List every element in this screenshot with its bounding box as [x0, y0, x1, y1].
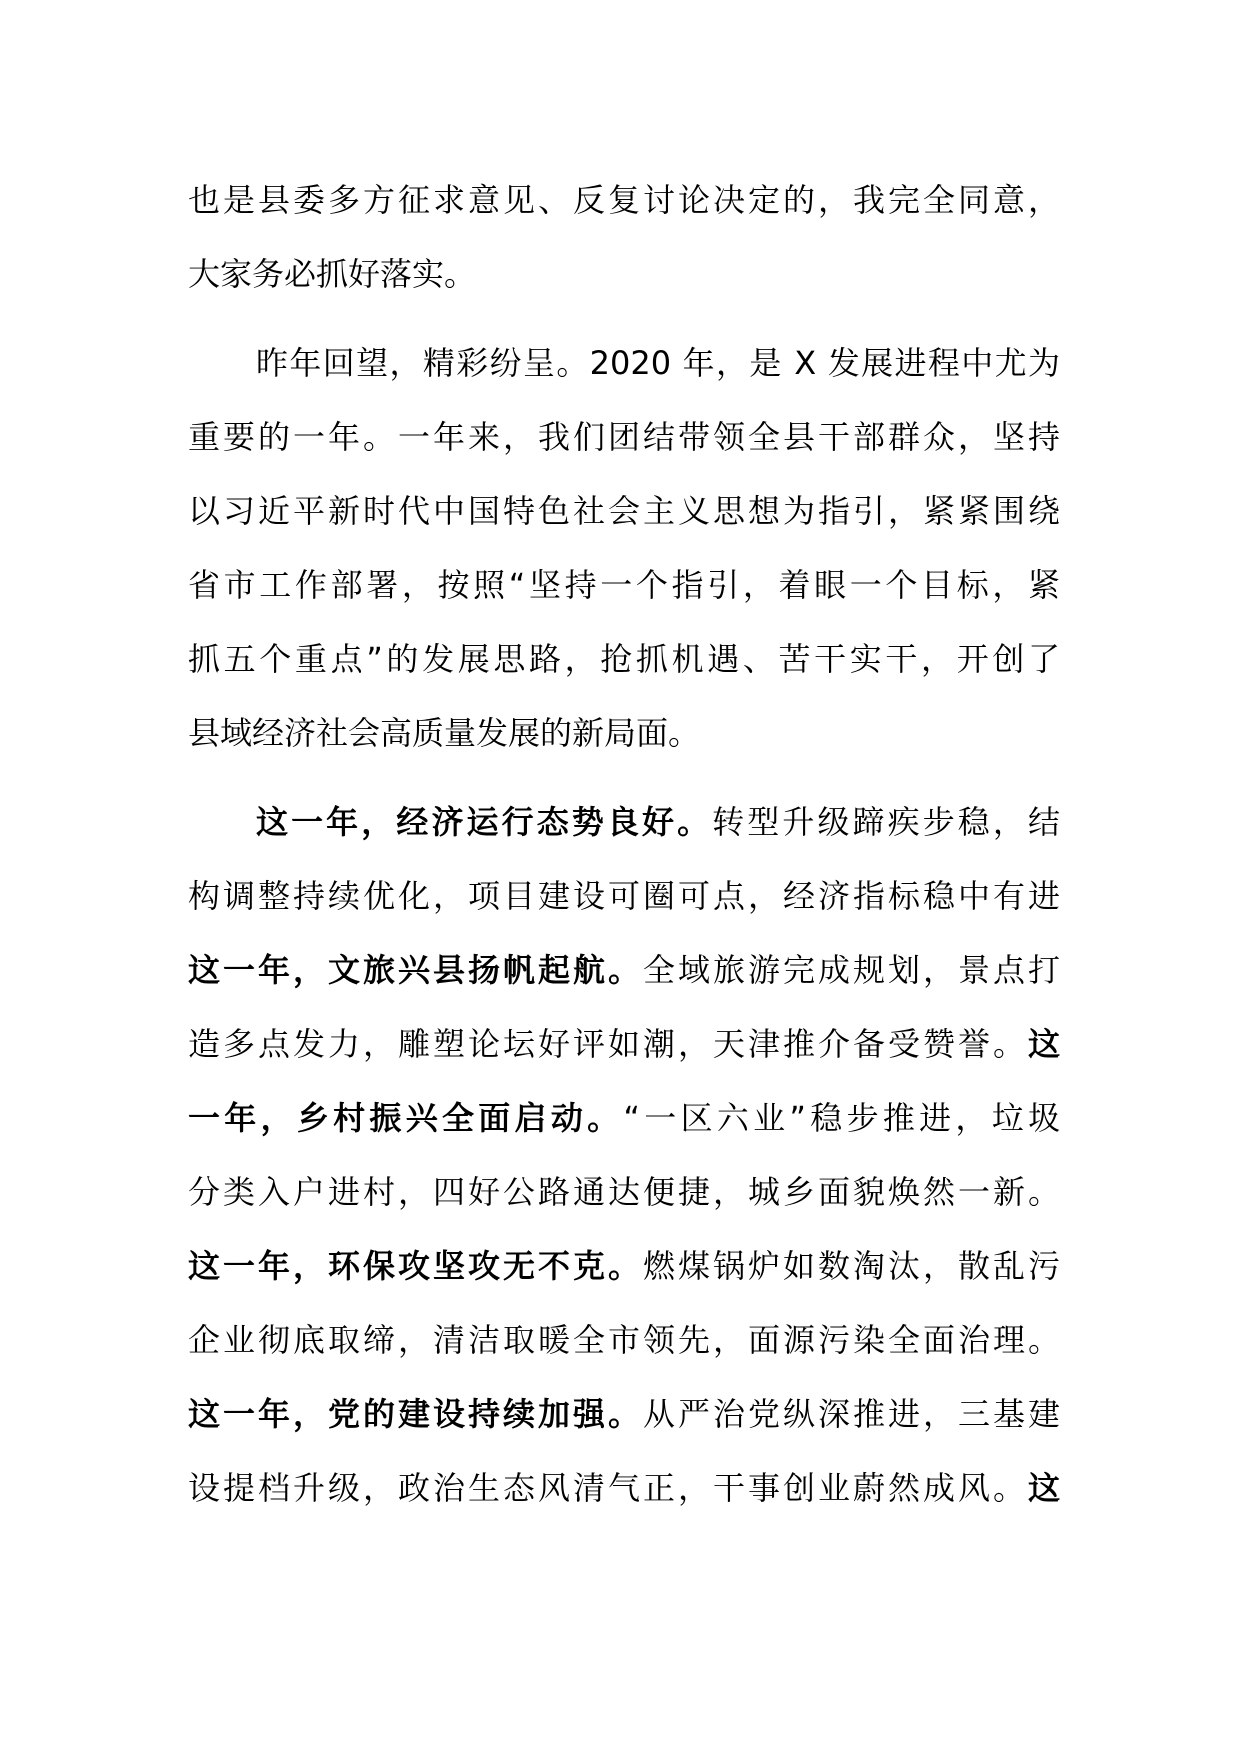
bold-text-run: 这一年，文旅兴县扬帆起航。 — [188, 951, 643, 989]
text-line — [188, 622, 1060, 696]
text-run: 设提档升级，政治生态风清气正，干事创业蔚然成风。 — [188, 1469, 1028, 1507]
text-run: 燃煤锅炉如数淘汰，散乱污 — [642, 1247, 1060, 1285]
text-run: 重要的一年。一年来，我们团结带领全县干部群众，坚持 — [188, 418, 1060, 456]
text-line — [188, 785, 1060, 859]
text-line — [188, 696, 1060, 770]
text-line — [188, 1081, 1060, 1155]
text-run: 抓五个重点”的发展思路，抢抓机遇、苦干实干，开创了 — [188, 640, 1060, 678]
text-run: 省市工作部署，按照“坚持一个指引，着眼一个目标，紧 — [188, 566, 1060, 604]
text-line — [188, 400, 1060, 474]
text-run: 企业彻底取缔，清洁取暖全市领先，面源污染全面治理。 — [188, 1321, 1060, 1359]
paragraph — [188, 326, 1060, 770]
text-line — [188, 933, 1060, 1007]
text-run: 全域旅游完成规划，景点打 — [642, 951, 1060, 989]
bold-text-run: 这一年，经济运行态势良好。 — [256, 803, 713, 841]
bold-text-run: 一年，乡村振兴全面启动。 — [188, 1099, 624, 1137]
text-run: 以习近平新时代中国特色社会主义思想为指引，紧紧围绕 — [188, 492, 1060, 530]
text-run: “一区六业”稳步推进，垃圾 — [623, 1099, 1060, 1137]
paragraph — [188, 163, 1060, 311]
text-line — [188, 1155, 1060, 1229]
text-run: 昨年回望，精彩纷呈。2020 年，是 X 发展进程中尤为 — [256, 344, 1060, 382]
bold-text-run: 这 — [1027, 1025, 1060, 1063]
text-line — [188, 1451, 1060, 1525]
text-run: 转型升级蹄疾步稳，结 — [712, 803, 1060, 841]
text-line — [188, 1229, 1060, 1303]
text-run: 也是县委多方征求意见、反复讨论决定的，我完全同意， — [188, 181, 1060, 219]
text-line — [188, 163, 1060, 237]
paragraph — [188, 785, 1060, 1525]
text-line — [188, 1303, 1060, 1377]
bold-text-run: 这一年，党的建设持续加强。 — [188, 1395, 643, 1433]
text-run: 大家务必抓好落实。 — [188, 255, 477, 293]
text-line — [188, 237, 1060, 311]
text-run: 从严治党纵深推进，三基建 — [642, 1395, 1060, 1433]
text-line — [188, 1377, 1060, 1451]
text-line — [188, 1007, 1060, 1081]
text-line — [188, 548, 1060, 622]
text-line — [188, 859, 1060, 933]
text-line — [188, 474, 1060, 548]
text-run: 构调整持续优化，项目建设可圈可点，经济指标稳中有进 — [188, 877, 1060, 915]
text-run: 县域经济社会高质量发展的新局面。 — [188, 714, 701, 752]
text-line — [188, 326, 1060, 400]
document-page — [188, 163, 1060, 1525]
text-run: 造多点发力，雕塑论坛好评如潮，天津推介备受赞誉。 — [188, 1025, 1028, 1063]
text-run: 分类入户进村，四好公路通达便捷，城乡面貌焕然一新。 — [188, 1173, 1060, 1211]
bold-text-run: 这 — [1027, 1469, 1060, 1507]
bold-text-run: 这一年，环保攻坚攻无不克。 — [188, 1247, 643, 1285]
